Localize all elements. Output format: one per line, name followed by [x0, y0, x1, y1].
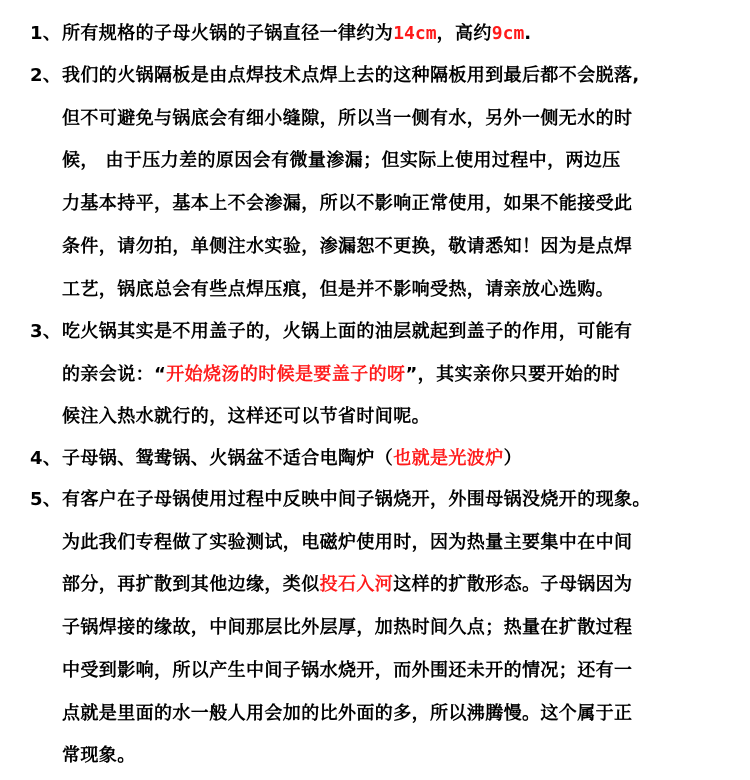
highlighted-text: 也就是光波炉: [393, 448, 504, 469]
item-number: 3、: [30, 321, 62, 342]
line-text: [62, 64, 640, 88]
text-segment: 子母锅、鸳鸯锅、火锅盆不适合电陶炉（: [62, 448, 394, 469]
highlighted-text: 开始烧汤的时候是要盖子的呀: [166, 363, 406, 385]
text-segment: 有客户在子母锅使用过程中反映中间子锅烧开，外围母锅没烧开的现象。: [62, 489, 651, 510]
line-text: [62, 447, 522, 471]
text-segment: 我们的火锅隔板是由点焊技术点焊上去的这种隔板用到最后都不会脱落,: [62, 65, 640, 86]
item-number: 4、: [30, 448, 62, 469]
text-segment: ”，其实亲你只要开始的时: [405, 363, 621, 385]
line-text: [62, 616, 632, 640]
item-number: 5、: [30, 489, 62, 510]
line-text: [62, 488, 651, 512]
text-segment: ）: [503, 448, 523, 469]
text-segment: 中受到影响，所以产生中间子锅水烧开，而外围还未开的情况；还有一: [62, 659, 633, 681]
text-segment: 子锅焊接的缘故，中间那层比外层厚，加热时间久点；热量在扩散过程: [62, 617, 633, 639]
line-text: [62, 320, 632, 344]
line-text: [62, 573, 632, 597]
line-text: [62, 363, 620, 387]
text-segment: 但不可避免与锅底会有细小缝隙，所以当一侧有水，另外一侧无水的时: [62, 107, 633, 129]
highlighted-text: 投石入河: [319, 574, 394, 596]
text-segment: 候， 由于压力差的原因会有微量渗漏；但实际上使用过程中，两边压: [62, 150, 621, 172]
line-text: [62, 405, 430, 429]
text-segment: ，高约: [436, 23, 492, 44]
line-text: [62, 278, 614, 302]
text-segment: 的亲会说：“: [62, 363, 167, 385]
text-segment: 部分，再扩散到其他边缘，类似: [62, 574, 320, 596]
text-segment: .: [524, 23, 532, 44]
text-segment: 工艺，锅底总会有些点焊压痕，但是并不影响受热，请亲放心选购。: [62, 278, 614, 300]
line-text: [62, 659, 632, 683]
item-number: 2、: [30, 65, 62, 86]
line-text: [62, 702, 632, 726]
text-segment: 点就是里面的水一般人用会加的比外面的多，所以沸腾慢。这个属于正: [62, 702, 633, 724]
line-text: [62, 531, 632, 555]
text-segment: 常现象。: [62, 745, 136, 767]
highlighted-text: 14cm: [393, 23, 437, 44]
line-text: [62, 149, 621, 173]
line-text: [62, 235, 632, 259]
highlighted-text: 9cm: [491, 23, 525, 44]
text-segment: 为此我们专程做了实验测试，电磁炉使用时，因为热量主要集中在中间: [62, 531, 633, 553]
line-text: [62, 22, 532, 46]
text-segment: 力基本持平，基本上不会渗漏，所以不影响正常使用，如果不能接受此: [62, 193, 633, 215]
item-number: 1、: [30, 23, 62, 44]
text-segment: 所有规格的子母火锅的子锅直径一律约为: [62, 23, 394, 44]
line-text: [62, 107, 632, 131]
text-segment: 这样的扩散形态。子母锅因为: [393, 574, 633, 596]
text-segment: 条件，请勿拍，单侧注水实验，渗漏恕不更换，敬请悉知！因为是点焊: [62, 235, 633, 257]
text-segment: 候注入热水就行的，这样还可以节省时间呢。: [62, 406, 430, 428]
text-segment: 吃火锅其实是不用盖子的，火锅上面的油层就起到盖子的作用，可能有: [62, 321, 633, 342]
line-text: [62, 192, 632, 216]
line-text: [62, 744, 136, 768]
